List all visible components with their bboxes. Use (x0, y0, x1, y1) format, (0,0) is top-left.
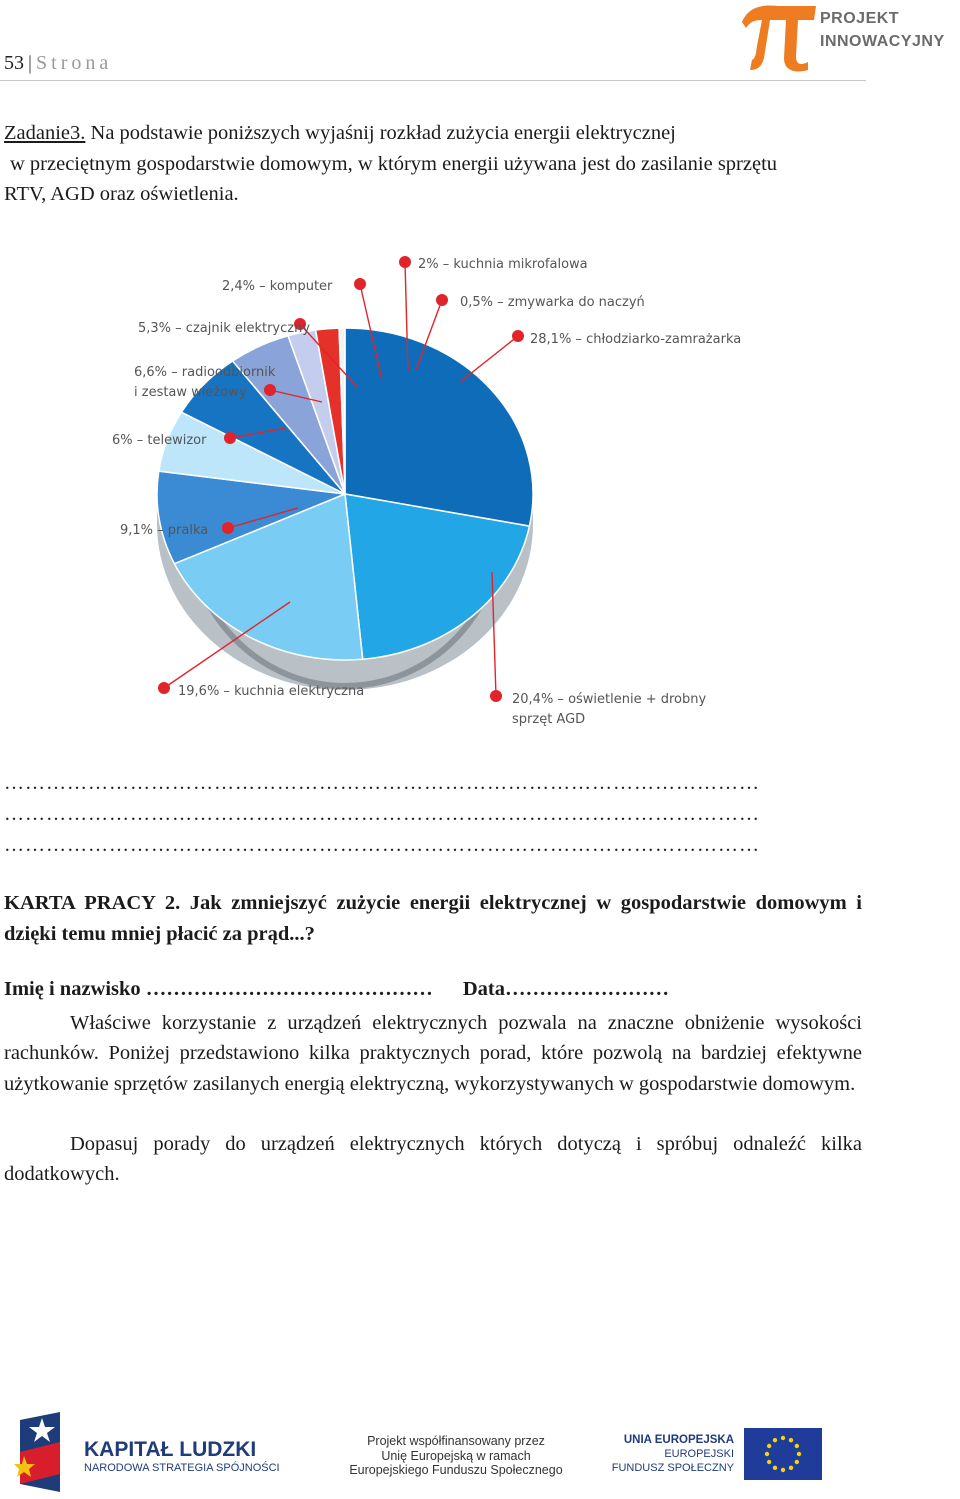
label-pralka: 9,1% – pralka (120, 523, 209, 538)
energy-usage-pie-chart (60, 232, 800, 742)
leader-dot (399, 256, 411, 268)
logo-text-line2: INNOWACYJNY (820, 33, 945, 50)
eu-star-icon (789, 1466, 793, 1470)
cofinancing-line2: Unię Europejską w ramach (381, 1448, 531, 1463)
eu-logo (611, 1428, 822, 1480)
eu-line1: UNIA EUROPEJSKA (623, 1434, 734, 1446)
task-line1: Na podstawie poniższych wyjaśnij rozkład zużycia energii elektrycznej (90, 122, 676, 144)
cofinancing-line1: Projekt współfinansowany przez (367, 1434, 545, 1448)
label-telewizor: 6% – telewizor (112, 433, 207, 448)
name-date-field (4, 978, 669, 1001)
leader-line (460, 336, 518, 382)
eu-star-icon (767, 1460, 771, 1464)
leader-dot (224, 432, 236, 444)
eu-star-icon (797, 1452, 801, 1456)
answer-line: ……………………………………………………………………………………………… (4, 834, 760, 856)
paragraph-1 (4, 1008, 862, 1099)
eu-star-icon (781, 1436, 785, 1440)
name-field: Imię i nazwisko …………………………………… (4, 978, 433, 1000)
eu-line2: EUROPEJSKI (664, 1448, 734, 1460)
leader-dot (264, 384, 276, 396)
kl-title: KAPITAŁ LUDZKI (84, 1438, 257, 1461)
kapital-ludzki-logo (14, 1412, 280, 1492)
eu-star-icon (781, 1468, 785, 1472)
cofinancing-text (340, 1434, 572, 1478)
pi-logo-icon (738, 0, 818, 72)
eu-star-icon (773, 1466, 777, 1470)
leader-dot (512, 330, 524, 342)
logo-text-line1: PROJEKT (820, 10, 900, 27)
label-radio-line2: i zestaw wieżowy (134, 385, 247, 400)
cofinancing-line3: Europejskiego Funduszu Społecznego (349, 1463, 563, 1477)
task-label: Zadanie3. (4, 122, 86, 144)
task-line3: RTV, AGD oraz oświetlenia. (4, 183, 239, 205)
header-separator: | (28, 52, 33, 74)
kapital-ludzki-flag-icon (14, 1412, 80, 1492)
date-field: Data…………………… (462, 978, 669, 1000)
eu-star-icon (795, 1444, 799, 1448)
label-radio-line1: 6,6% – radioodbiornik (134, 365, 276, 380)
label-komputer: 2,4% – komputer (222, 279, 333, 294)
eu-star-icon (773, 1438, 777, 1442)
eu-flag-icon (744, 1428, 822, 1480)
leader-dot (222, 522, 234, 534)
leader-dot (158, 682, 170, 694)
paragraph-1-text: Właściwe korzystanie z urządzeń elektrycznych pozwala na znaczne obniżenie wysokości rachunków. Poniżej przedstawiono kilka praktycznych porad, które pozwolą na bardziej efektywne użytkowanie sprzętów zasilanych energią elektryczną, wykorzystywanych w gospodarstwie domowym. (4, 1012, 862, 1095)
projekt-innowacyjny-logo (738, 0, 960, 72)
eu-line3: FUNDUSZ SPOŁECZNY (611, 1462, 734, 1474)
paragraph-2 (4, 1129, 862, 1190)
label-chlodziarka: 28,1% – chłodziarko-zamrażarka (530, 332, 742, 347)
eu-star-icon (789, 1438, 793, 1442)
eu-star-icon (767, 1444, 771, 1448)
page-header (4, 52, 112, 75)
header-divider (0, 80, 866, 81)
label-kuchnia: 19,6% – kuchnia elektryczna (178, 684, 365, 699)
answer-line: ……………………………………………………………………………………………… (4, 803, 760, 825)
page-number: 53 (4, 52, 24, 74)
leader-dot (354, 278, 366, 290)
task-text (4, 118, 866, 210)
leader-dot (436, 294, 448, 306)
label-zmywarka: 0,5% – zmywarka do naczyń (460, 295, 645, 310)
eu-star-icon (765, 1452, 769, 1456)
label-oswietlenie-line2: sprzęt AGD (512, 712, 586, 727)
eu-star-icon (795, 1460, 799, 1464)
leader-dot (490, 690, 502, 702)
label-oswietlenie-line1: 20,4% – oświetlenie + drobny (512, 692, 707, 707)
pie-slice (345, 328, 533, 526)
kl-subtitle: NARODOWA STRATEGIA SPÓJNOŚCI (84, 1462, 280, 1474)
label-mikrofalowa: 2% – kuchnia mikrofalowa (418, 257, 588, 272)
worksheet-title: KARTA PRACY 2. Jak zmniejszyć zużycie energii elektrycznej w gospodarstwie domowym i dzięki temu mniej płacić za prąd...? (4, 892, 862, 945)
page-word: Strona (36, 52, 113, 74)
answer-line: ……………………………………………………………………………………………… (4, 772, 760, 794)
label-czajnik: 5,3% – czajnik elektryczny (138, 321, 311, 336)
paragraph-2-text: Dopasuj porady do urządzeń elektrycznych których dotyczą i spróbuj odnaleźć kilka dodatkowych. (4, 1133, 862, 1186)
task-line2: w przeciętnym gospodarstwie domowym, w którym energii używana jest do zasilanie sprzętu (10, 152, 778, 175)
